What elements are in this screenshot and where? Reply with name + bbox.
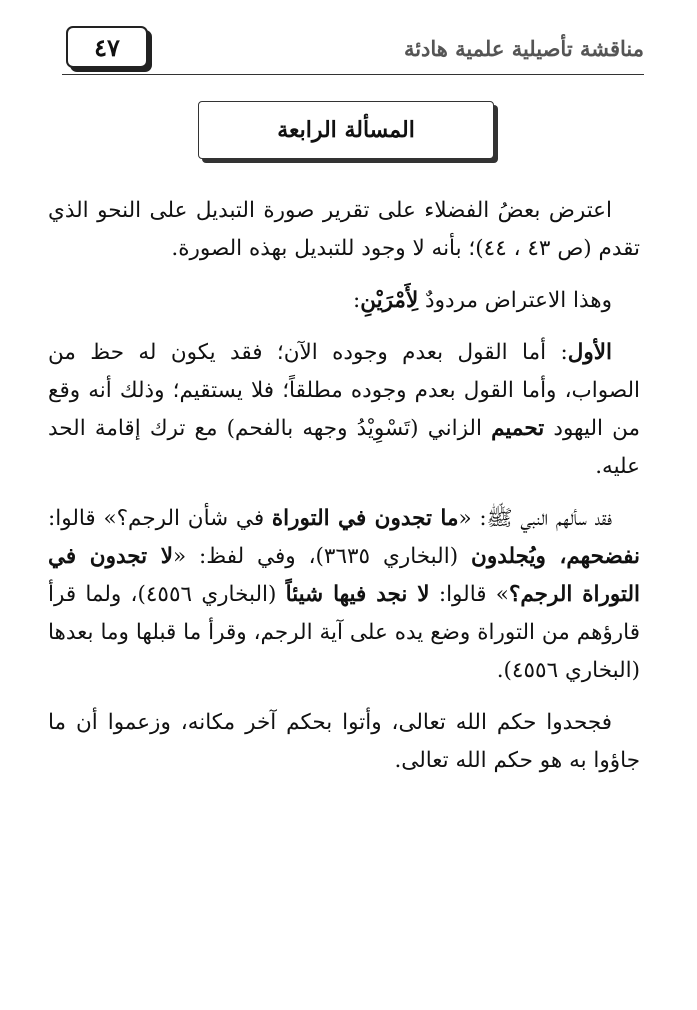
body-text xyxy=(48,192,640,780)
paragraph-4-quote-2: نفضحهم، ويُجلدون xyxy=(471,544,640,569)
paragraph-4-text-5: (البخاري ٤٥٥٦)، ولما قرأ قارؤهم من التوراة وضع يده على آية الرجم، وقرأ ما قبلها وما بعدها (البخاري ٤٥٥٦). xyxy=(48,582,640,683)
paragraph-5: فجحدوا حكم الله تعالى، وأتوا بحكم آخر مكانه، وزعموا أن ما جاؤوا به هو حكم الله تعالى. xyxy=(48,710,640,773)
paragraph-3 xyxy=(48,334,640,486)
paragraph-3-text-1: : أما القول بعدم وجوده الآن؛ فقد يكون له حظ من الصواب، وأما القول بعدم وجوده مطلقاً؛ فلا يستقيم؛ وذلك أنه وقع من اليهود xyxy=(48,340,641,441)
paragraph-4 xyxy=(48,500,640,690)
page-number-box xyxy=(66,26,148,68)
paragraph-3-emphasis: تحميم xyxy=(491,416,545,441)
paragraph-2-emphasis: لِأَمْرَيْنِ xyxy=(360,288,419,313)
paragraph-4-text-1: فقد سألهم النبي ﷺ: « xyxy=(458,506,612,531)
page-header xyxy=(62,22,644,78)
paragraph-2 xyxy=(48,282,640,320)
paragraph-2-intro: وهذا الاعتراض مردودٌ xyxy=(418,288,612,313)
paragraph-4-quote-4: لا نجد فيها شيئاً xyxy=(285,582,430,607)
paragraph-3-label: الأول xyxy=(567,340,612,365)
section-title-box xyxy=(198,101,494,159)
paragraph-4-text-3: (البخاري ٣٦٣٥)، وفي لفظ: « xyxy=(172,544,472,569)
paragraph-4-quote-1: ما تجدون في التوراة xyxy=(271,506,459,531)
paragraph-4-quote-3: لا تجدون في التوراة الرجم؟ xyxy=(48,544,641,607)
header-divider xyxy=(62,74,644,75)
paragraph-4-text-2: في شأن الرجم؟» قالوا: xyxy=(48,506,272,531)
paragraph-4-text-4: » قالوا: xyxy=(429,582,509,607)
section-title: المسألة الرابعة xyxy=(277,117,415,143)
running-title: مناقشة تأصيلية علمية هادئة xyxy=(403,36,644,61)
page-number: ٤٧ xyxy=(94,32,120,62)
paragraph-1: اعترض بعضُ الفضلاء على تقرير صورة التبديل على النحو الذي تقدم (ص ٤٣ ، ٤٤)؛ بأنه لا وجود للتبديل بهذه الصورة. xyxy=(48,198,640,261)
paragraph-3-text-2: الزاني (تَسْوِيْدُ وجهه بالفحم) مع ترك إقامة الحد عليه. xyxy=(48,416,640,479)
paragraph-2-colon: : xyxy=(352,288,361,313)
